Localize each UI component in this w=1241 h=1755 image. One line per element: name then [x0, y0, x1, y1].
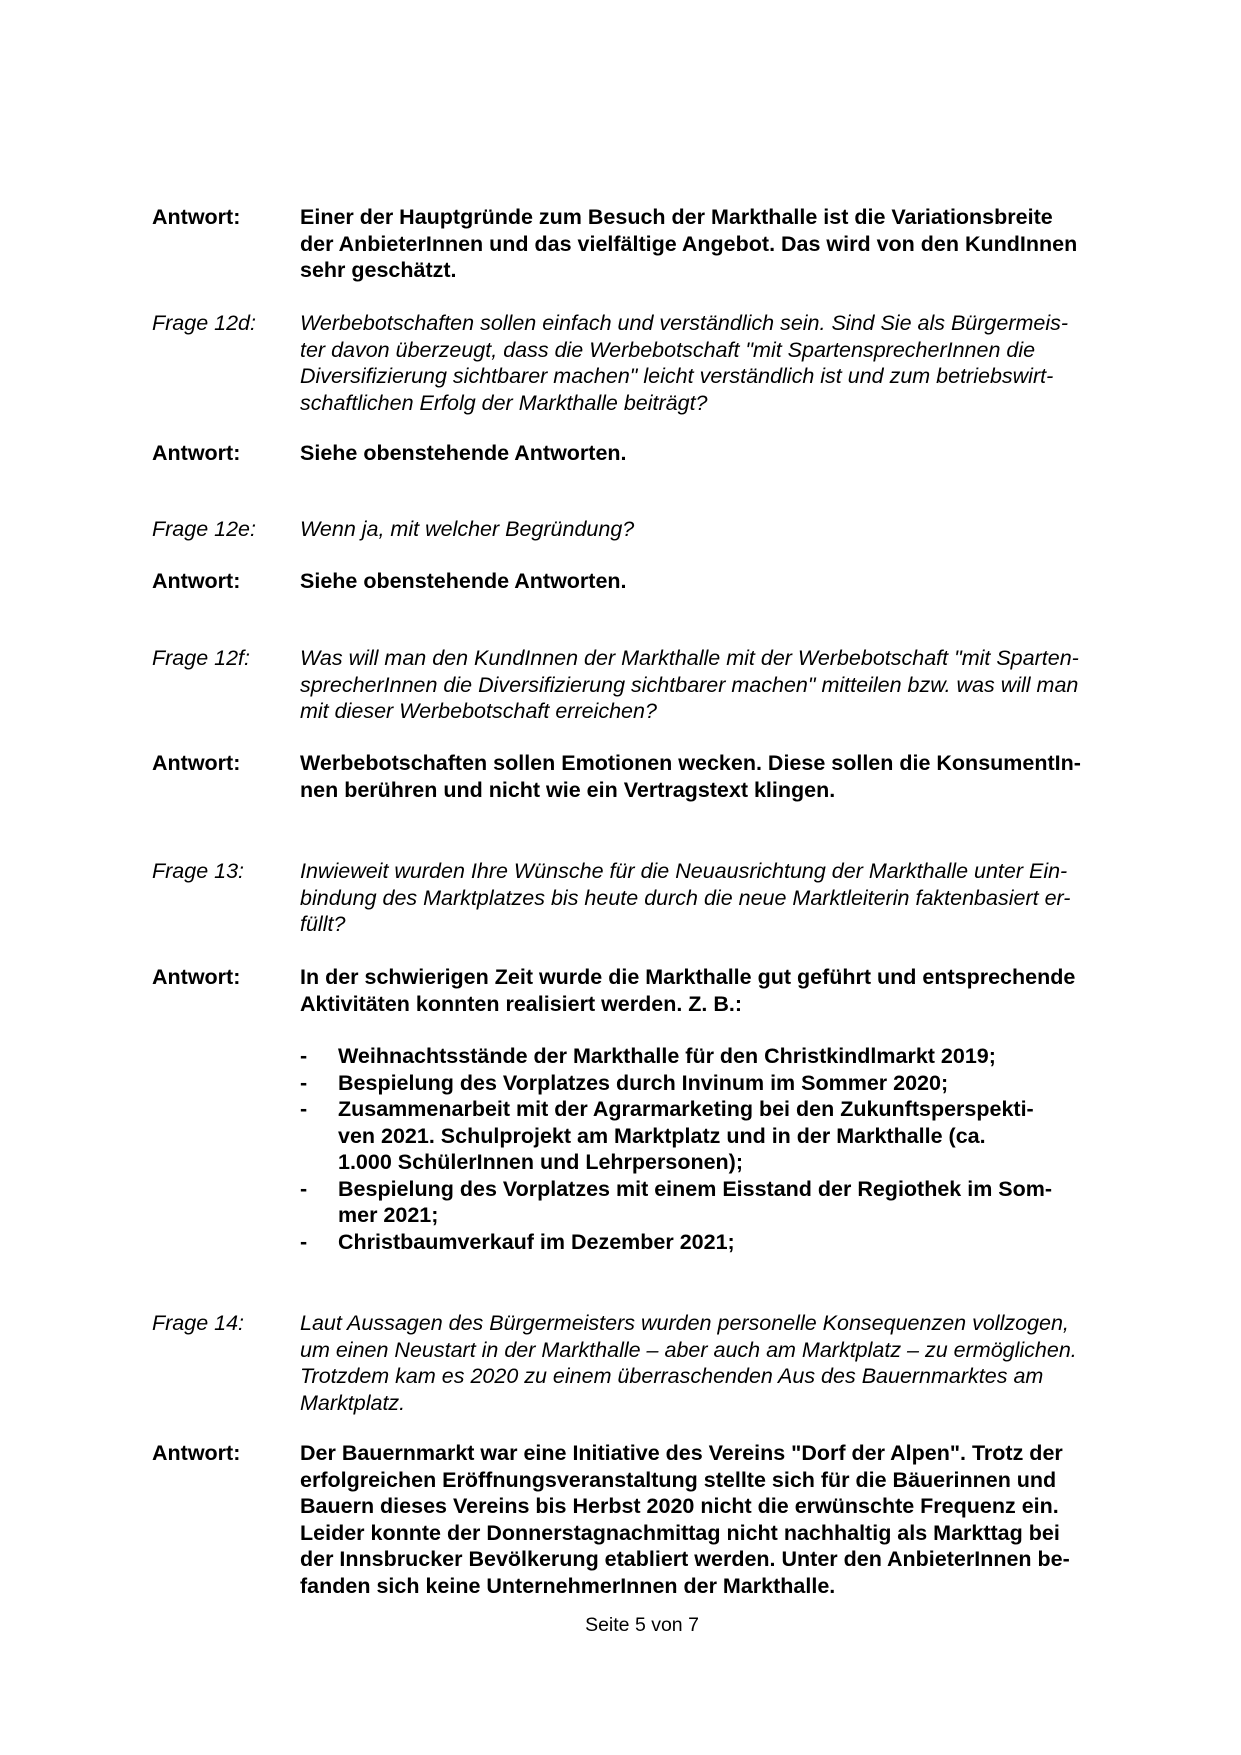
text-line: In der schwierigen Zeit wurde die Markthalle gut geführt und entsprechende [300, 965, 1076, 989]
answer-block [152, 964, 1142, 1255]
question-block [152, 1310, 1142, 1416]
text-line: Weihnachtsstände der Markthalle für den Christkindlmarkt 2019; [338, 1044, 996, 1068]
text-line: mit dieser Werbebotschaft erreichen? [300, 699, 657, 723]
text-line: sprecherInnen die Diversifizierung sichtbarer machen" mitteilen bzw. was will man [300, 672, 1079, 697]
bullet-dash: - [300, 1229, 308, 1254]
question-block [152, 858, 1142, 938]
answer-text [300, 1440, 1142, 1599]
text-line: Werbebotschaften sollen Emotionen wecken. Diese sollen die KonsumentIn- [300, 751, 1081, 775]
question-label: Frage 12e: [152, 517, 256, 541]
answer-label: Antwort: [152, 205, 241, 229]
text-line: Diversifizierung sichtbarer machen" leicht verständlich ist und zum betriebswirt- [300, 364, 1054, 388]
question-block [152, 516, 1142, 543]
answer-label: Antwort: [152, 441, 241, 465]
answer-block [152, 440, 1142, 467]
text-line: erfolgreichen Eröffnungsveranstaltung stellte sich für die Bäuerinnen und [300, 1467, 1057, 1492]
text-line: Siehe obenstehende Antworten. [300, 569, 627, 593]
question-text [300, 516, 1142, 543]
question-label: Frage 12f: [152, 646, 250, 670]
question-text [300, 858, 1142, 938]
text-line: Inwieweit wurden Ihre Wünsche für die Neuausrichtung der Markthalle unter Ein- [300, 859, 1068, 883]
list-item [300, 1096, 1142, 1176]
list-item [300, 1070, 1142, 1097]
text-line: ter davon überzeugt, dass die Werbebotschaft "mit SpartensprecherInnen die [300, 337, 1036, 362]
text-line: schaftlichen Erfolg der Markthalle beiträgt? [300, 390, 708, 415]
question-label: Frage 12d: [152, 311, 256, 335]
text-line: bindung des Marktplatzes bis heute durch die neue Marktleiterin faktenbasiert er- [300, 885, 1071, 910]
text-line: der Innsbrucker Bevölkerung etabliert werden. Unter den AnbieterInnen be- [300, 1547, 1070, 1571]
answer-text [300, 964, 1142, 1255]
answer-text [300, 204, 1142, 284]
question-block [152, 310, 1142, 416]
question-text [300, 645, 1142, 725]
text-line: Leider konnte der Donnerstagnachmittag nicht nachhaltig als Markttag bei [300, 1520, 1060, 1545]
text-line: Aktivitäten konnten realisiert werden. Z. B.: [300, 991, 743, 1016]
answer-label: Antwort: [152, 1441, 241, 1465]
bullet-dash: - [300, 1070, 308, 1095]
answer-text [300, 568, 1142, 595]
question-text [300, 1310, 1142, 1416]
text-line: nen berühren und nicht wie ein Vertragstext klingen. [300, 777, 836, 802]
text-line: Bauern dieses Vereins bis Herbst 2020 nicht die erwünschte Frequenz ein. [300, 1494, 1059, 1518]
answer-text [300, 750, 1142, 803]
list-item [300, 1176, 1142, 1229]
text-line: sehr geschätzt. [300, 258, 457, 282]
text-line: Wenn ja, mit welcher Begründung? [300, 517, 635, 541]
text-line: ven 2021. Schulprojekt am Marktplatz und in der Markthalle (ca. [338, 1123, 986, 1148]
activity-list [300, 1043, 1142, 1255]
text-line: Laut Aussagen des Bürgermeisters wurden personelle Konsequenzen vollzogen, [300, 1311, 1069, 1335]
bullet-dash: - [300, 1097, 308, 1121]
text-line: mer 2021; [338, 1203, 439, 1227]
answer-block [152, 204, 1142, 284]
text-line: füllt? [300, 912, 346, 936]
question-block [152, 645, 1142, 725]
list-item [300, 1043, 1142, 1070]
answer-block [152, 750, 1142, 803]
text-line: Christbaumverkauf im Dezember 2021; [338, 1229, 735, 1254]
bullet-dash: - [300, 1176, 308, 1201]
answer-block [152, 1440, 1142, 1599]
question-label: Frage 14: [152, 1311, 245, 1335]
answer-block [152, 568, 1142, 595]
question-text [300, 310, 1142, 416]
text-line: Zusammenarbeit mit der Agrarmarketing bei den Zukunftsperspekti- [338, 1097, 1034, 1121]
bullet-dash: - [300, 1044, 308, 1068]
text-line: Bespielung des Vorplatzes durch Invinum im Sommer 2020; [338, 1070, 949, 1095]
text-line: 1.000 SchülerInnen und Lehrpersonen); [338, 1150, 743, 1174]
answer-label: Antwort: [152, 751, 241, 775]
text-line: Was will man den KundInnen der Markthalle mit der Werbebotschaft "mit Sparten- [300, 646, 1079, 670]
text-line: Der Bauernmarkt war eine Initiative des Vereins "Dorf der Alpen". Trotz der [300, 1441, 1063, 1465]
answer-label: Antwort: [152, 569, 241, 593]
text-line: Bespielung des Vorplatzes mit einem Eisstand der Regiothek im Som- [338, 1176, 1053, 1201]
text-line: fanden sich keine UnternehmerInnen der Markthalle. [300, 1573, 836, 1598]
text-line: Einer der Hauptgründe zum Besuch der Markthalle ist die Variationsbreite [300, 205, 1053, 229]
text-line: Trotzdem kam es 2020 zu einem überraschenden Aus des Bauernmarktes am [300, 1364, 1044, 1388]
list-item [300, 1229, 1142, 1256]
text-line: Siehe obenstehende Antworten. [300, 441, 627, 465]
answer-label: Antwort: [152, 965, 241, 989]
text-line: der AnbieterInnen und das vielfältige Angebot. Das wird von den KundInnen [300, 231, 1078, 256]
text-line: um einen Neustart in der Markthalle – aber auch am Marktplatz – zu ermöglichen. [300, 1337, 1077, 1362]
answer-text [300, 440, 1142, 467]
page-number: Seite 5 von 7 [585, 1614, 699, 1636]
text-line: Werbebotschaften sollen einfach und verständlich sein. Sind Sie als Bürgermeis- [300, 311, 1069, 335]
text-line: Marktplatz. [300, 1390, 406, 1415]
question-label: Frage 13: [152, 859, 245, 883]
